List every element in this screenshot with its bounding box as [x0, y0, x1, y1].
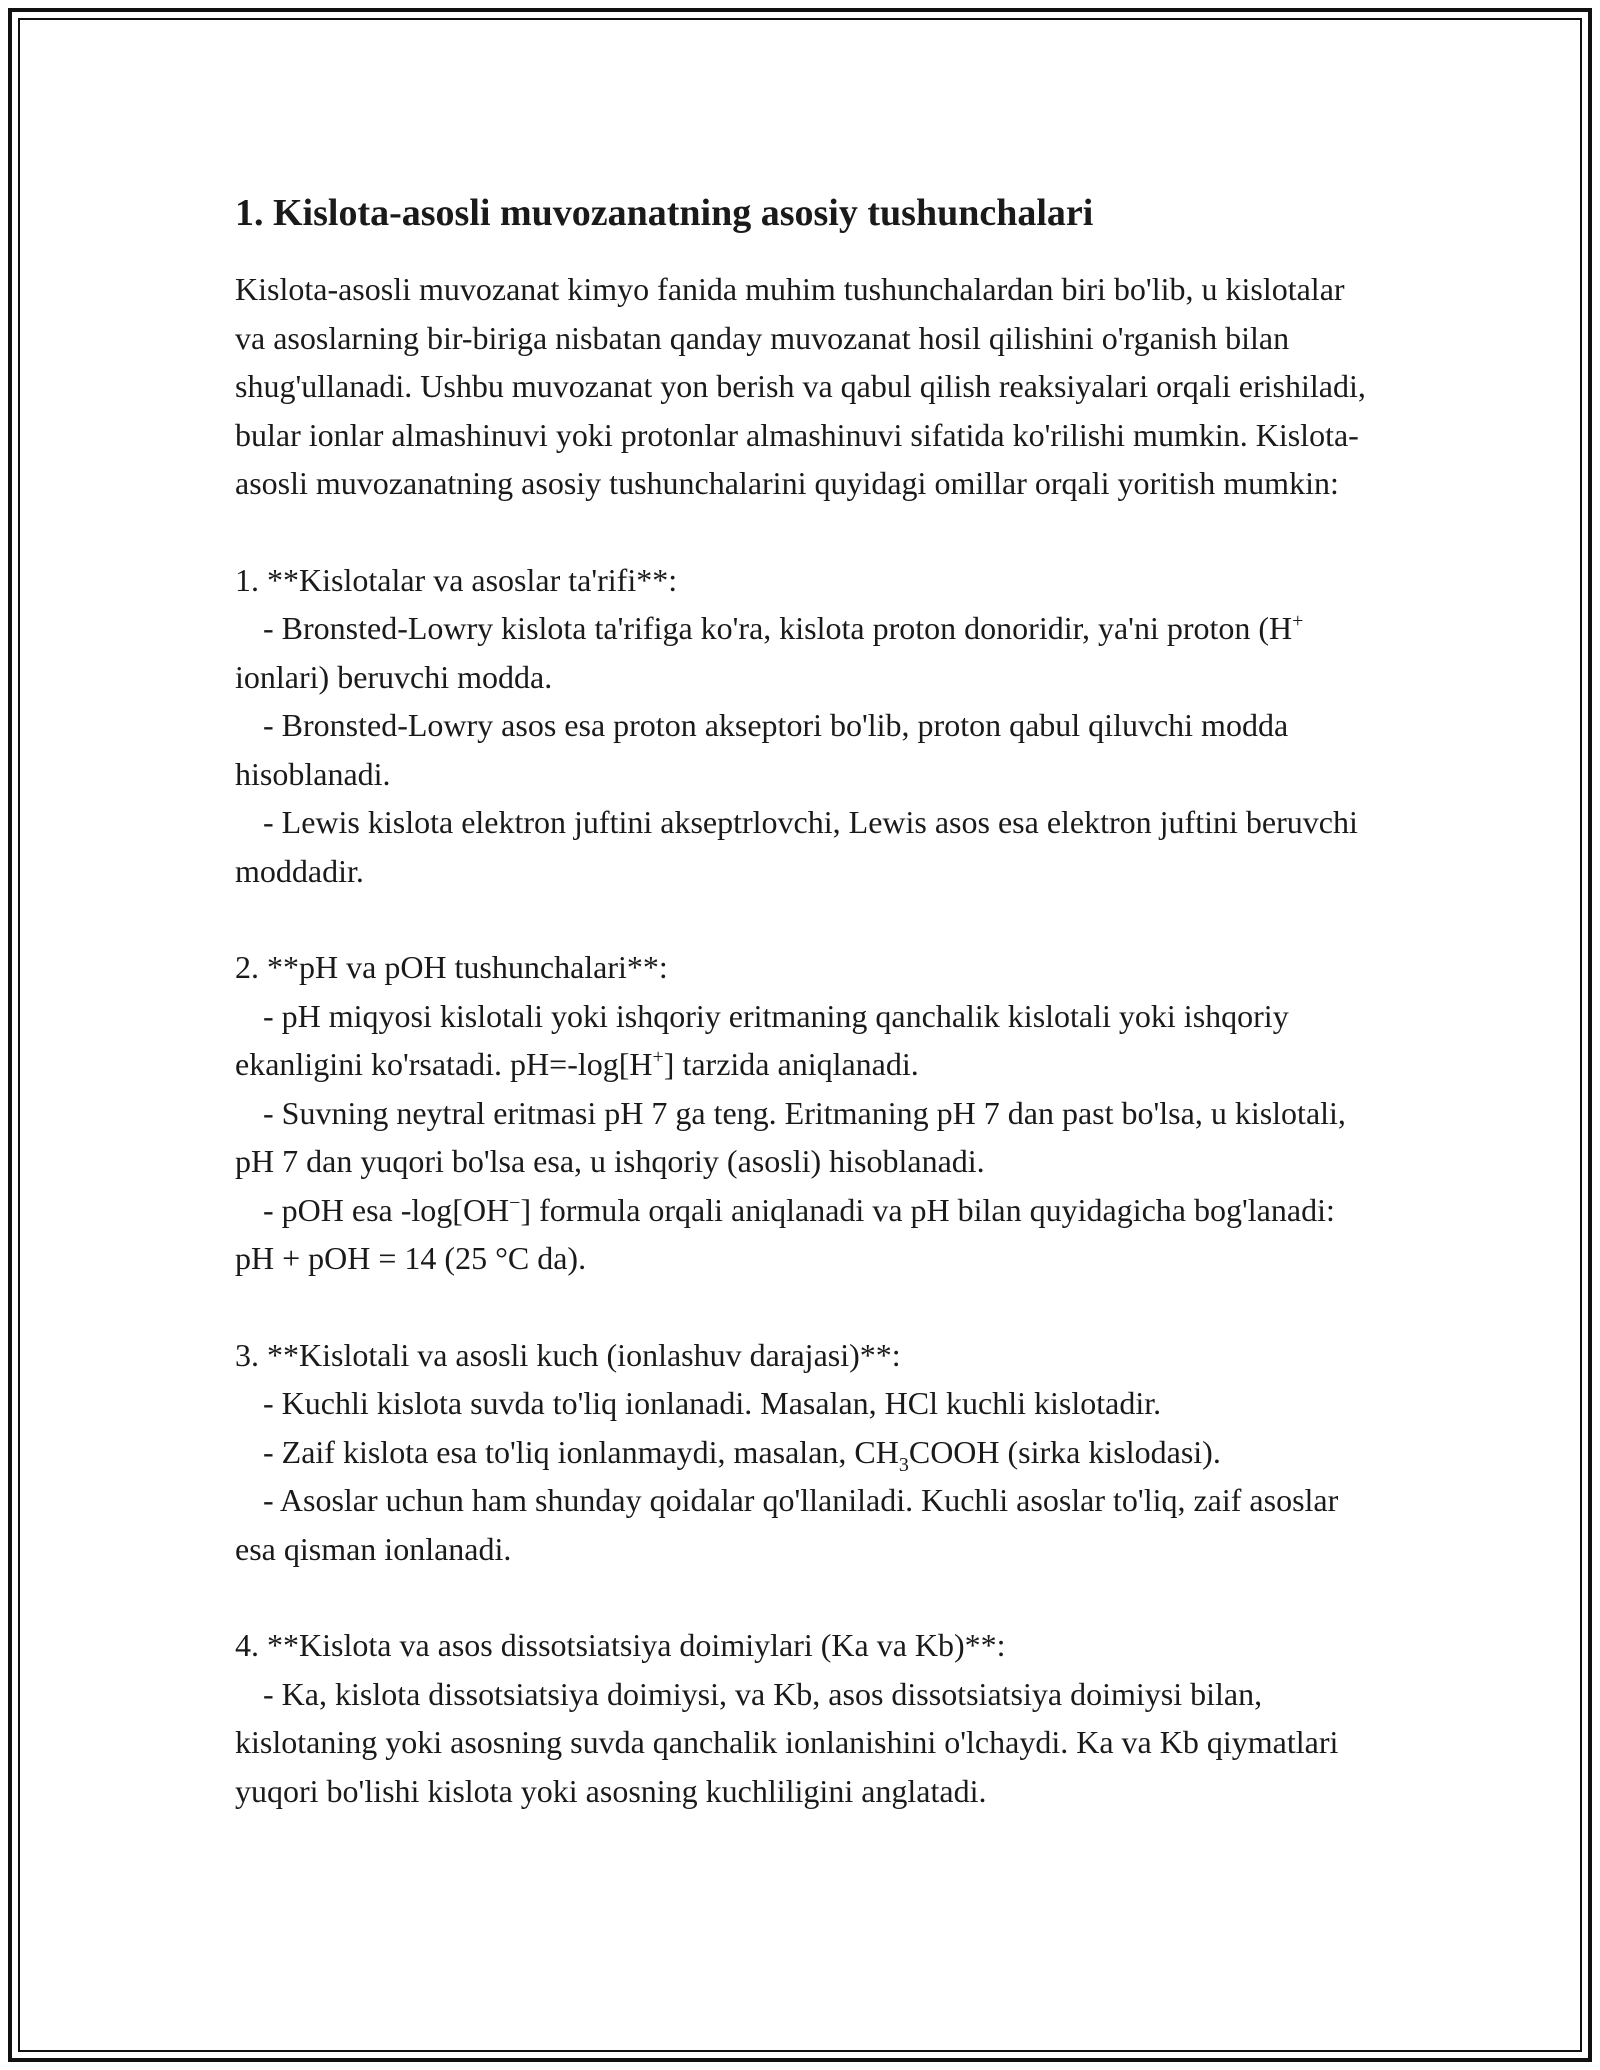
section-title: 3. **Kislotali va asosli kuch (ionlashuv darajasi)**: — [235, 1336, 901, 1373]
section-definitions — [235, 556, 1375, 896]
list-item: - Ka, kislota dissotsiatsiya doimiysi, va Kb, asos dissotsiatsiya doimiysi bilan, kislotaning yoki asosning suvda qanchalik ionlanishini o'lchaydi. Ka va Kb qiymatlari yuqori bo'lishi kislota yoki asosning kuchliligini anglatadi. — [235, 1675, 1339, 1809]
section-dissociation-constants — [235, 1621, 1375, 1815]
list-item: - Suvning neytral eritmasi pH 7 ga teng. Eritmaning pH 7 dan past bo'lsa, u kislotali, pH 7 dan yuqori bo'lsa esa, u ishqoriy (asosli) hisoblanadi. — [235, 1094, 1346, 1179]
section-heading: 1. Kislota-asosli muvozanatning asosiy tushunchalari — [235, 192, 1094, 234]
list-item: - Kuchli kislota suvda to'liq ionlanadi. Masalan, HCl kuchli kislotadir. — [263, 1385, 1162, 1421]
section-title: 2. **pH va pOH tushunchalari**: — [235, 949, 668, 985]
intro-paragraph: Kislota-asosli muvozanat kimyo fanida muhim tushunchalardan biri bo'lib, u kislotalar va asoslarning bir-biriga nisbatan qanday muvozanat hosil qilishini o'rganish bilan shug'ullanadi. Ushbu muvozanat yon berish va qabul qilish reaksiyalari orqali erishiladi, bular ionlar almashinuvi yoki protonlar almashinuvi sifatida ko'rilishi mumkin. Kislota-asosli muvozanatning asosiy tushunchalarini quyidagi omillar orqali yoritish mumkin: — [235, 271, 1366, 501]
section-ph-poh — [235, 943, 1375, 1283]
section-acid-base-strength — [235, 1331, 1375, 1574]
list-item: - Zaif kislota esa to'liq ionlanmaydi, masalan, $CH_3COOH$ (sirka kislodasi). — [263, 1433, 1221, 1476]
list-item: - Bronsted-Lowry kislota ta'rifiga ko'ra, kislota proton donoridir, ya'ni proton (H+ ionlari) beruvchi modda. — [235, 610, 1304, 695]
document-body — [235, 185, 1375, 1815]
list-item: - Asoslar uchun ham shunday qoidalar qo'llaniladi. Kuchli asoslar to'liq, zaif asoslar esa qisman ionlanadi. — [235, 1482, 1339, 1567]
list-item: - pOH esa -log[OH−] formula orqali aniqlanadi va pH bilan quyidagicha bog'lanadi: pH + pOH = 14 (25 °C da). — [235, 1191, 1335, 1276]
list-item: - pH miqyosi kislotali yoki ishqoriy eritmaning qanchalik kislotali yoki ishqoriy ekanligini ko'rsatadi. pH=-log[H+] tarzida aniqlanadi. — [235, 997, 1289, 1082]
list-item: - Lewis kislota elektron juftini akseptrlovchi, Lewis asos esa elektron juftini beruvchi moddadir. — [235, 804, 1358, 889]
section-title: 4. **Kislota va asos dissotsiatsiya doimiylari (Ka va Kb)**: — [235, 1627, 1006, 1663]
list-item: - Bronsted-Lowry asos esa proton akseptori bo'lib, proton qabul qiluvchi modda hisoblanadi. — [235, 707, 1289, 792]
section-title: 1. **Kislotalar va asoslar ta'rifi**: — [235, 561, 678, 598]
